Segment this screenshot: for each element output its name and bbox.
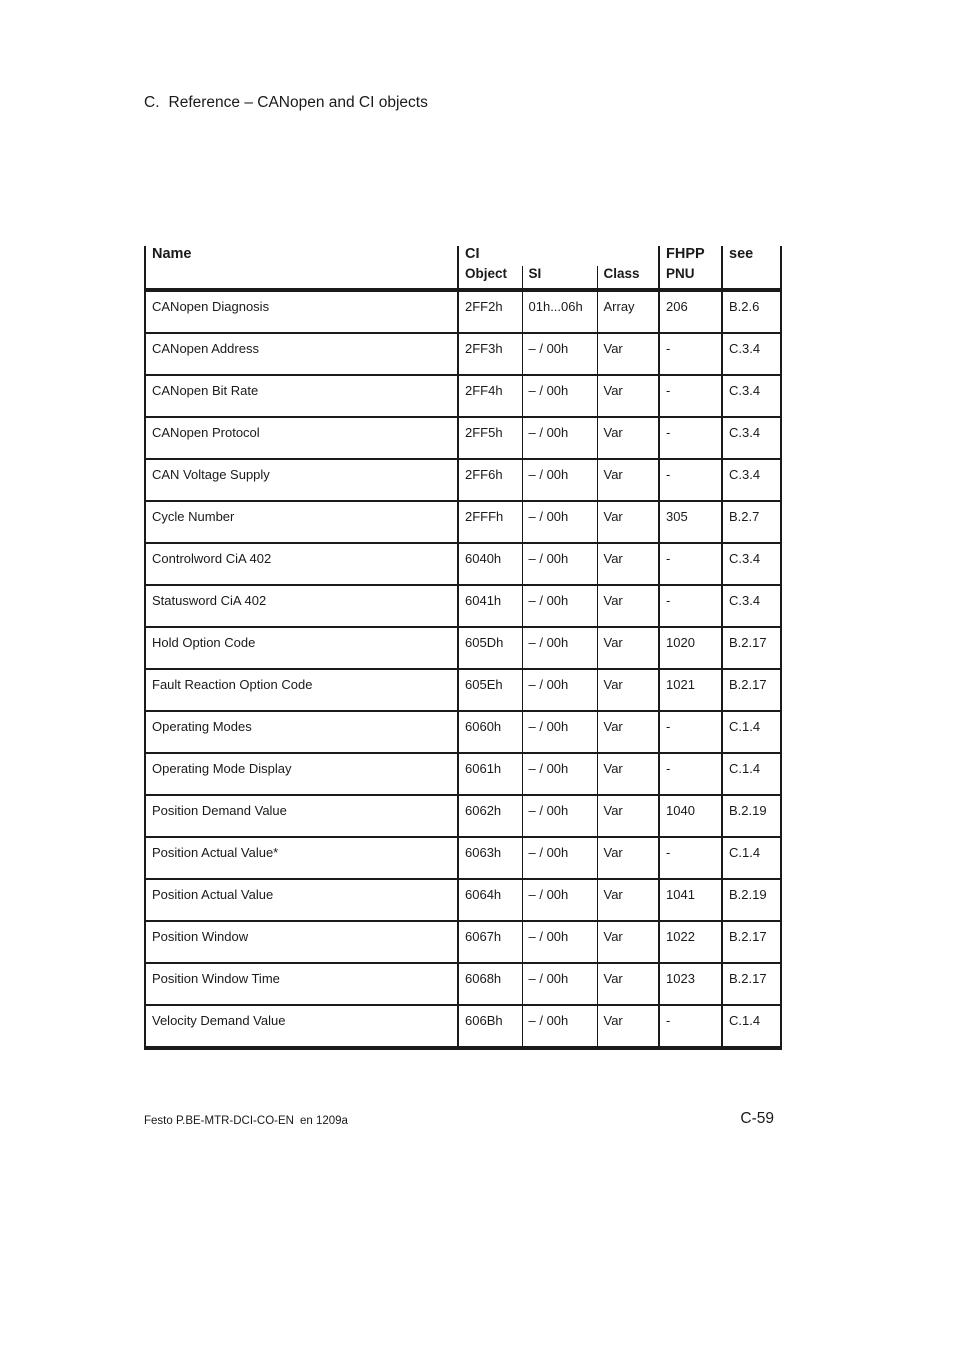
table-row <box>145 417 781 459</box>
cell-name: Velocity Demand Value <box>145 1005 458 1048</box>
cell-si: – / 00h <box>522 879 597 921</box>
cell-si: – / 00h <box>522 669 597 711</box>
table-row <box>145 963 781 1005</box>
cell-see: B.2.7 <box>722 501 781 543</box>
cell-si: – / 00h <box>522 753 597 795</box>
table-row <box>145 459 781 501</box>
cell-object: 2FF6h <box>458 459 522 501</box>
header-si: SI <box>522 266 597 290</box>
cell-name: CANopen Diagnosis <box>145 290 458 333</box>
table-row <box>145 585 781 627</box>
cell-class: Array <box>597 290 659 333</box>
cell-pnu: - <box>659 753 722 795</box>
cell-pnu: 1022 <box>659 921 722 963</box>
cell-pnu: 1020 <box>659 627 722 669</box>
cell-name: Operating Modes <box>145 711 458 753</box>
cell-object: 6062h <box>458 795 522 837</box>
cell-pnu: - <box>659 711 722 753</box>
cell-class: Var <box>597 795 659 837</box>
cell-si: – / 00h <box>522 459 597 501</box>
cell-see: B.2.19 <box>722 795 781 837</box>
cell-class: Var <box>597 669 659 711</box>
footer-edition: en 1209a <box>299 1115 348 1127</box>
cell-name: CANopen Protocol <box>145 417 458 459</box>
cell-si: – / 00h <box>522 1005 597 1048</box>
page-number: C-59 <box>740 1110 774 1127</box>
cell-see: C.1.4 <box>722 753 781 795</box>
cell-class: Var <box>597 711 659 753</box>
cell-see: C.3.4 <box>722 375 781 417</box>
table-row <box>145 543 781 585</box>
cell-name: Statusword CiA 402 <box>145 585 458 627</box>
table-row <box>145 711 781 753</box>
cell-object: 2FF2h <box>458 290 522 333</box>
cell-class: Var <box>597 627 659 669</box>
cell-si: – / 00h <box>522 417 597 459</box>
cell-pnu: - <box>659 1005 722 1048</box>
cell-si: – / 00h <box>522 711 597 753</box>
cell-see: B.2.6 <box>722 290 781 333</box>
cell-name: CAN Voltage Supply <box>145 459 458 501</box>
table-row <box>145 333 781 375</box>
cell-si: 01h...06h <box>522 290 597 333</box>
cell-pnu: - <box>659 837 722 879</box>
cell-name: Controlword CiA 402 <box>145 543 458 585</box>
cell-class: Var <box>597 837 659 879</box>
cell-object: 6064h <box>458 879 522 921</box>
cell-name: Position Actual Value <box>145 879 458 921</box>
cell-si: – / 00h <box>522 795 597 837</box>
table-row <box>145 290 781 333</box>
cell-see: C.3.4 <box>722 459 781 501</box>
header-class: Class <box>597 266 659 290</box>
cell-see: C.3.4 <box>722 543 781 585</box>
cell-object: 605Dh <box>458 627 522 669</box>
cell-name: CANopen Bit Rate <box>145 375 458 417</box>
header-name: Name <box>145 246 458 290</box>
cell-name: Operating Mode Display <box>145 753 458 795</box>
cell-si: – / 00h <box>522 333 597 375</box>
cell-pnu: - <box>659 459 722 501</box>
cell-object: 2FF5h <box>458 417 522 459</box>
cell-si: – / 00h <box>522 585 597 627</box>
cell-name: Position Demand Value <box>145 795 458 837</box>
table-row <box>145 1005 781 1048</box>
cell-class: Var <box>597 963 659 1005</box>
cell-object: 2FFFh <box>458 501 522 543</box>
cell-name: Position Actual Value* <box>145 837 458 879</box>
cell-see: C.1.4 <box>722 837 781 879</box>
cell-object: 6060h <box>458 711 522 753</box>
cell-si: – / 00h <box>522 963 597 1005</box>
cell-see: B.2.19 <box>722 879 781 921</box>
cell-class: Var <box>597 921 659 963</box>
section-title-text: Reference – CANopen and CI objects <box>168 94 428 111</box>
cell-class: Var <box>597 543 659 585</box>
cell-pnu: 206 <box>659 290 722 333</box>
cell-see: B.2.17 <box>722 921 781 963</box>
cell-see: C.3.4 <box>722 585 781 627</box>
header-ci: CI <box>458 246 659 266</box>
cell-object: 605Eh <box>458 669 522 711</box>
cell-class: Var <box>597 1005 659 1048</box>
cell-class: Var <box>597 501 659 543</box>
cell-see: C.1.4 <box>722 1005 781 1048</box>
cell-object: 6063h <box>458 837 522 879</box>
cell-pnu: 1023 <box>659 963 722 1005</box>
cell-class: Var <box>597 585 659 627</box>
cell-class: Var <box>597 375 659 417</box>
footer-document: Festo P.BE-MTR-DCI-CO-EN <box>144 1115 294 1127</box>
cell-si: – / 00h <box>522 837 597 879</box>
ci-objects-table <box>144 246 782 1050</box>
table-row <box>145 627 781 669</box>
cell-class: Var <box>597 459 659 501</box>
table-row <box>145 837 781 879</box>
section-title <box>144 94 428 112</box>
cell-pnu: - <box>659 417 722 459</box>
table-row <box>145 921 781 963</box>
cell-pnu: - <box>659 375 722 417</box>
cell-name: Fault Reaction Option Code <box>145 669 458 711</box>
cell-object: 6061h <box>458 753 522 795</box>
cell-object: 606Bh <box>458 1005 522 1048</box>
table-row <box>145 501 781 543</box>
cell-see: C.3.4 <box>722 333 781 375</box>
cell-see: B.2.17 <box>722 963 781 1005</box>
cell-name: CANopen Address <box>145 333 458 375</box>
table-row <box>145 879 781 921</box>
section-number: C. <box>144 94 160 111</box>
header-object: Object <box>458 266 522 290</box>
cell-pnu: - <box>659 585 722 627</box>
table-row <box>145 375 781 417</box>
header-fhpp: FHPP <box>659 246 722 266</box>
cell-pnu: 1040 <box>659 795 722 837</box>
cell-object: 6068h <box>458 963 522 1005</box>
table-row <box>145 753 781 795</box>
cell-pnu: - <box>659 333 722 375</box>
cell-pnu: 305 <box>659 501 722 543</box>
cell-si: – / 00h <box>522 627 597 669</box>
cell-si: – / 00h <box>522 921 597 963</box>
cell-name: Hold Option Code <box>145 627 458 669</box>
cell-si: – / 00h <box>522 543 597 585</box>
cell-class: Var <box>597 417 659 459</box>
cell-object: 6040h <box>458 543 522 585</box>
cell-class: Var <box>597 753 659 795</box>
cell-object: 2FF3h <box>458 333 522 375</box>
cell-pnu: 1041 <box>659 879 722 921</box>
cell-class: Var <box>597 879 659 921</box>
table-row <box>145 669 781 711</box>
cell-see: C.1.4 <box>722 711 781 753</box>
footer-document-info <box>144 1115 348 1127</box>
cell-see: B.2.17 <box>722 627 781 669</box>
cell-object: 2FF4h <box>458 375 522 417</box>
cell-si: – / 00h <box>522 375 597 417</box>
cell-pnu: - <box>659 543 722 585</box>
cell-name: Cycle Number <box>145 501 458 543</box>
cell-object: 6041h <box>458 585 522 627</box>
cell-pnu: 1021 <box>659 669 722 711</box>
table-header-row <box>145 246 781 266</box>
cell-name: Position Window <box>145 921 458 963</box>
header-see: see <box>722 246 781 290</box>
cell-si: – / 00h <box>522 501 597 543</box>
cell-see: B.2.17 <box>722 669 781 711</box>
table-row <box>145 795 781 837</box>
cell-name: Position Window Time <box>145 963 458 1005</box>
cell-see: C.3.4 <box>722 417 781 459</box>
header-pnu: PNU <box>659 266 722 290</box>
cell-object: 6067h <box>458 921 522 963</box>
cell-class: Var <box>597 333 659 375</box>
